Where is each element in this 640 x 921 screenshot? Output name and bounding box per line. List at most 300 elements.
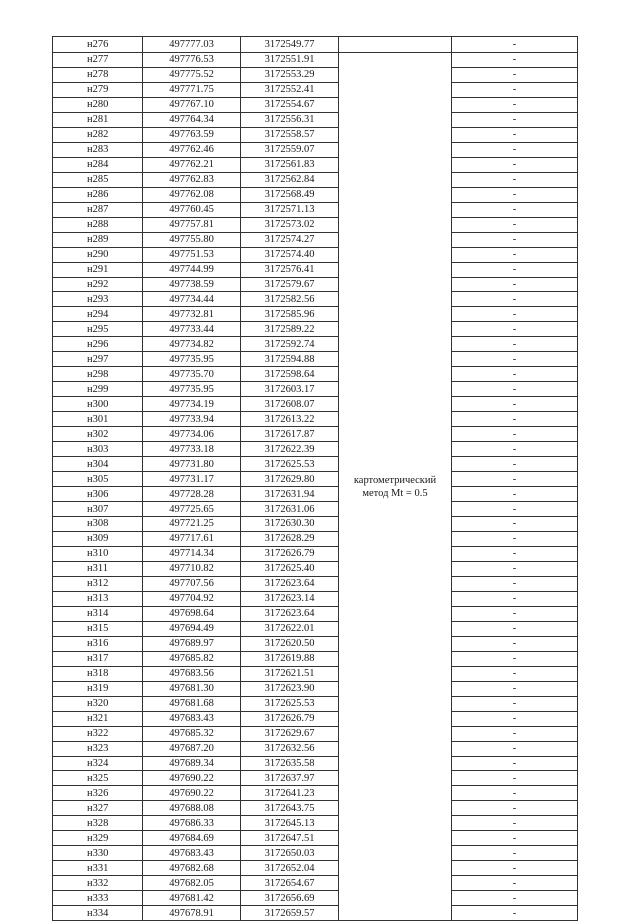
x-coordinate-cell: 497757.81 (143, 217, 241, 232)
empty-dash-cell: - (452, 172, 578, 187)
table-row (53, 591, 578, 606)
point-id-cell: н309 (53, 531, 143, 546)
empty-dash-cell: - (452, 606, 578, 621)
point-id-cell: н282 (53, 127, 143, 142)
x-coordinate-cell: 497721.25 (143, 517, 241, 532)
table-row (53, 846, 578, 861)
x-coordinate-cell: 497704.92 (143, 591, 241, 606)
empty-dash-cell: - (452, 262, 578, 277)
empty-dash-cell: - (452, 651, 578, 666)
table-row (53, 67, 578, 82)
point-id-cell: н322 (53, 726, 143, 741)
y-coordinate-cell: 3172571.13 (241, 202, 339, 217)
empty-dash-cell: - (452, 621, 578, 636)
y-coordinate-cell: 3172585.96 (241, 307, 339, 322)
x-coordinate-cell: 497686.33 (143, 816, 241, 831)
x-coordinate-cell: 497734.19 (143, 397, 241, 412)
empty-dash-cell: - (452, 352, 578, 367)
empty-dash-cell: - (452, 681, 578, 696)
y-coordinate-cell: 3172568.49 (241, 187, 339, 202)
empty-dash-cell: - (452, 487, 578, 502)
y-coordinate-cell: 3172549.77 (241, 37, 339, 53)
table-row (53, 561, 578, 576)
table-row (53, 816, 578, 831)
table-row (53, 621, 578, 636)
table-row (53, 82, 578, 97)
point-id-cell: н302 (53, 427, 143, 442)
x-coordinate-cell: 497733.18 (143, 442, 241, 457)
point-id-cell: н329 (53, 831, 143, 846)
table-row (53, 97, 578, 112)
y-coordinate-cell: 3172650.03 (241, 846, 339, 861)
empty-dash-cell: - (452, 397, 578, 412)
table-row (53, 52, 578, 67)
x-coordinate-cell: 497683.43 (143, 846, 241, 861)
empty-dash-cell: - (452, 801, 578, 816)
table-row (53, 711, 578, 726)
coordinates-table-body (53, 37, 578, 921)
x-coordinate-cell: 497775.52 (143, 67, 241, 82)
coordinates-table (52, 36, 578, 921)
x-coordinate-cell: 497763.59 (143, 127, 241, 142)
y-coordinate-cell: 3172621.51 (241, 666, 339, 681)
y-coordinate-cell: 3172623.14 (241, 591, 339, 606)
point-id-cell: н328 (53, 816, 143, 831)
empty-dash-cell: - (452, 247, 578, 262)
empty-dash-cell: - (452, 517, 578, 532)
table-row (53, 801, 578, 816)
x-coordinate-cell: 497744.99 (143, 262, 241, 277)
x-coordinate-cell: 497731.80 (143, 457, 241, 472)
empty-dash-cell: - (452, 546, 578, 561)
point-id-cell: н284 (53, 157, 143, 172)
empty-dash-cell: - (452, 97, 578, 112)
table-row (53, 217, 578, 232)
table-row (53, 831, 578, 846)
point-id-cell: н304 (53, 457, 143, 472)
empty-dash-cell: - (452, 531, 578, 546)
table-row (53, 531, 578, 546)
point-id-cell: н303 (53, 442, 143, 457)
empty-dash-cell: - (452, 861, 578, 876)
point-id-cell: н285 (53, 172, 143, 187)
y-coordinate-cell: 3172562.84 (241, 172, 339, 187)
point-id-cell: н324 (53, 756, 143, 771)
point-id-cell: н278 (53, 67, 143, 82)
y-coordinate-cell: 3172635.58 (241, 756, 339, 771)
x-coordinate-cell: 497735.95 (143, 352, 241, 367)
method-note-line-2: метод Mt = 0.5 (362, 487, 428, 499)
y-coordinate-cell: 3172641.23 (241, 786, 339, 801)
x-coordinate-cell: 497767.10 (143, 97, 241, 112)
empty-dash-cell: - (452, 292, 578, 307)
table-row (53, 756, 578, 771)
empty-dash-cell: - (452, 412, 578, 427)
y-coordinate-cell: 3172574.27 (241, 232, 339, 247)
y-coordinate-cell: 3172573.02 (241, 217, 339, 232)
point-id-cell: н316 (53, 636, 143, 651)
table-row (53, 157, 578, 172)
x-coordinate-cell: 497764.34 (143, 112, 241, 127)
y-coordinate-cell: 3172625.40 (241, 561, 339, 576)
point-id-cell: н319 (53, 681, 143, 696)
x-coordinate-cell: 497771.75 (143, 82, 241, 97)
empty-dash-cell: - (452, 427, 578, 442)
x-coordinate-cell: 497710.82 (143, 561, 241, 576)
table-row (53, 666, 578, 681)
x-coordinate-cell: 497690.22 (143, 786, 241, 801)
x-coordinate-cell: 497682.68 (143, 861, 241, 876)
point-id-cell: н323 (53, 741, 143, 756)
point-id-cell: н300 (53, 397, 143, 412)
empty-dash-cell: - (452, 561, 578, 576)
empty-dash-cell: - (452, 786, 578, 801)
point-id-cell: н291 (53, 262, 143, 277)
table-row (53, 352, 578, 367)
empty-dash-cell: - (452, 367, 578, 382)
table-row (53, 172, 578, 187)
point-id-cell: н310 (53, 546, 143, 561)
empty-dash-cell: - (452, 337, 578, 352)
x-coordinate-cell: 497762.21 (143, 157, 241, 172)
empty-dash-cell: - (452, 232, 578, 247)
x-coordinate-cell: 497689.34 (143, 756, 241, 771)
table-row (53, 546, 578, 561)
table-row (53, 397, 578, 412)
point-id-cell: н286 (53, 187, 143, 202)
x-coordinate-cell: 497681.42 (143, 891, 241, 906)
point-id-cell: н305 (53, 472, 143, 487)
point-id-cell: н325 (53, 771, 143, 786)
point-id-cell: н333 (53, 891, 143, 906)
empty-dash-cell: - (452, 112, 578, 127)
y-coordinate-cell: 3172626.79 (241, 546, 339, 561)
point-id-cell: н295 (53, 322, 143, 337)
method-cell (339, 37, 452, 53)
x-coordinate-cell: 497733.94 (143, 412, 241, 427)
empty-dash-cell: - (452, 906, 578, 921)
y-coordinate-cell: 3172623.64 (241, 576, 339, 591)
x-coordinate-cell: 497687.20 (143, 741, 241, 756)
y-coordinate-cell: 3172579.67 (241, 277, 339, 292)
y-coordinate-cell: 3172623.64 (241, 606, 339, 621)
x-coordinate-cell: 497734.82 (143, 337, 241, 352)
table-row (53, 427, 578, 442)
table-row (53, 277, 578, 292)
table-row (53, 127, 578, 142)
y-coordinate-cell: 3172647.51 (241, 831, 339, 846)
y-coordinate-cell: 3172553.29 (241, 67, 339, 82)
empty-dash-cell: - (452, 591, 578, 606)
empty-dash-cell: - (452, 37, 578, 53)
point-id-cell: н330 (53, 846, 143, 861)
y-coordinate-cell: 3172576.41 (241, 262, 339, 277)
table-row (53, 412, 578, 427)
table-row (53, 187, 578, 202)
point-id-cell: н287 (53, 202, 143, 217)
point-id-cell: н289 (53, 232, 143, 247)
x-coordinate-cell: 497734.44 (143, 292, 241, 307)
table-row (53, 681, 578, 696)
point-id-cell: н313 (53, 591, 143, 606)
point-id-cell: н293 (53, 292, 143, 307)
empty-dash-cell: - (452, 457, 578, 472)
x-coordinate-cell: 497688.08 (143, 801, 241, 816)
point-id-cell: н298 (53, 367, 143, 382)
y-coordinate-cell: 3172574.40 (241, 247, 339, 262)
point-id-cell: н321 (53, 711, 143, 726)
y-coordinate-cell: 3172608.07 (241, 397, 339, 412)
x-coordinate-cell: 497735.70 (143, 367, 241, 382)
x-coordinate-cell: 497707.56 (143, 576, 241, 591)
y-coordinate-cell: 3172637.97 (241, 771, 339, 786)
point-id-cell: н280 (53, 97, 143, 112)
y-coordinate-cell: 3172625.53 (241, 457, 339, 472)
point-id-cell: н327 (53, 801, 143, 816)
empty-dash-cell: - (452, 127, 578, 142)
empty-dash-cell: - (452, 157, 578, 172)
empty-dash-cell: - (452, 52, 578, 67)
x-coordinate-cell: 497678.91 (143, 906, 241, 921)
x-coordinate-cell: 497725.65 (143, 502, 241, 517)
x-coordinate-cell: 497734.06 (143, 427, 241, 442)
y-coordinate-cell: 3172632.56 (241, 741, 339, 756)
x-coordinate-cell: 497683.43 (143, 711, 241, 726)
y-coordinate-cell: 3172625.53 (241, 696, 339, 711)
empty-dash-cell: - (452, 636, 578, 651)
point-id-cell: н299 (53, 382, 143, 397)
empty-dash-cell: - (452, 202, 578, 217)
point-id-cell: н314 (53, 606, 143, 621)
y-coordinate-cell: 3172630.30 (241, 517, 339, 532)
y-coordinate-cell: 3172652.04 (241, 861, 339, 876)
y-coordinate-cell: 3172619.88 (241, 651, 339, 666)
x-coordinate-cell: 497735.95 (143, 382, 241, 397)
point-id-cell: н307 (53, 502, 143, 517)
empty-dash-cell: - (452, 382, 578, 397)
y-coordinate-cell: 3172629.80 (241, 472, 339, 487)
y-coordinate-cell: 3172656.69 (241, 891, 339, 906)
y-coordinate-cell: 3172631.94 (241, 487, 339, 502)
table-row (53, 876, 578, 891)
point-id-cell: н288 (53, 217, 143, 232)
table-row (53, 651, 578, 666)
table-row (53, 112, 578, 127)
point-id-cell: н306 (53, 487, 143, 502)
x-coordinate-cell: 497694.49 (143, 621, 241, 636)
empty-dash-cell: - (452, 187, 578, 202)
point-id-cell: н332 (53, 876, 143, 891)
x-coordinate-cell: 497717.61 (143, 531, 241, 546)
table-row (53, 262, 578, 277)
y-coordinate-cell: 3172554.67 (241, 97, 339, 112)
empty-dash-cell: - (452, 756, 578, 771)
table-row (53, 292, 578, 307)
table-row (53, 606, 578, 621)
empty-dash-cell: - (452, 277, 578, 292)
point-id-cell: н315 (53, 621, 143, 636)
y-coordinate-cell: 3172592.74 (241, 337, 339, 352)
point-id-cell: н334 (53, 906, 143, 921)
empty-dash-cell: - (452, 696, 578, 711)
x-coordinate-cell: 497776.53 (143, 52, 241, 67)
empty-dash-cell: - (452, 67, 578, 82)
table-row (53, 472, 578, 487)
x-coordinate-cell: 497689.97 (143, 636, 241, 651)
x-coordinate-cell: 497751.53 (143, 247, 241, 262)
empty-dash-cell: - (452, 711, 578, 726)
point-id-cell: н294 (53, 307, 143, 322)
empty-dash-cell: - (452, 442, 578, 457)
empty-dash-cell: - (452, 846, 578, 861)
empty-dash-cell: - (452, 771, 578, 786)
x-coordinate-cell: 497762.08 (143, 187, 241, 202)
y-coordinate-cell: 3172598.64 (241, 367, 339, 382)
table-row (53, 442, 578, 457)
x-coordinate-cell: 497733.44 (143, 322, 241, 337)
point-id-cell: н320 (53, 696, 143, 711)
x-coordinate-cell: 497762.46 (143, 142, 241, 157)
empty-dash-cell: - (452, 891, 578, 906)
y-coordinate-cell: 3172626.79 (241, 711, 339, 726)
y-coordinate-cell: 3172620.50 (241, 636, 339, 651)
y-coordinate-cell: 3172654.67 (241, 876, 339, 891)
method-note-line-1: картометрический (353, 474, 437, 486)
x-coordinate-cell: 497762.83 (143, 172, 241, 187)
table-row (53, 367, 578, 382)
x-coordinate-cell: 497684.69 (143, 831, 241, 846)
x-coordinate-cell: 497732.81 (143, 307, 241, 322)
point-id-cell: н318 (53, 666, 143, 681)
y-coordinate-cell: 3172622.39 (241, 442, 339, 457)
x-coordinate-cell: 497681.30 (143, 681, 241, 696)
table-row (53, 382, 578, 397)
table-row (53, 726, 578, 741)
y-coordinate-cell: 3172582.56 (241, 292, 339, 307)
point-id-cell: н311 (53, 561, 143, 576)
y-coordinate-cell: 3172558.57 (241, 127, 339, 142)
point-id-cell: н296 (53, 337, 143, 352)
point-id-cell: н279 (53, 82, 143, 97)
y-coordinate-cell: 3172645.13 (241, 816, 339, 831)
table-row (53, 517, 578, 532)
empty-dash-cell: - (452, 876, 578, 891)
empty-dash-cell: - (452, 502, 578, 517)
table-row (53, 906, 578, 921)
table-row (53, 142, 578, 157)
point-id-cell: н331 (53, 861, 143, 876)
y-coordinate-cell: 3172613.22 (241, 412, 339, 427)
table-row (53, 861, 578, 876)
x-coordinate-cell: 497777.03 (143, 37, 241, 53)
table-row (53, 786, 578, 801)
table-row (53, 232, 578, 247)
x-coordinate-cell: 497760.45 (143, 202, 241, 217)
table-row (53, 576, 578, 591)
x-coordinate-cell: 497731.17 (143, 472, 241, 487)
empty-dash-cell: - (452, 726, 578, 741)
point-id-cell: н301 (53, 412, 143, 427)
empty-dash-cell: - (452, 217, 578, 232)
empty-dash-cell: - (452, 307, 578, 322)
empty-dash-cell: - (452, 831, 578, 846)
table-row (53, 696, 578, 711)
empty-dash-cell: - (452, 82, 578, 97)
y-coordinate-cell: 3172589.22 (241, 322, 339, 337)
table-row (53, 636, 578, 651)
y-coordinate-cell: 3172629.67 (241, 726, 339, 741)
point-id-cell: н281 (53, 112, 143, 127)
x-coordinate-cell: 497683.56 (143, 666, 241, 681)
table-row (53, 247, 578, 262)
x-coordinate-cell: 497728.28 (143, 487, 241, 502)
point-id-cell: н317 (53, 651, 143, 666)
y-coordinate-cell: 3172631.06 (241, 502, 339, 517)
point-id-cell: н308 (53, 517, 143, 532)
point-id-cell: н277 (53, 52, 143, 67)
y-coordinate-cell: 3172594.88 (241, 352, 339, 367)
x-coordinate-cell: 497681.68 (143, 696, 241, 711)
table-row (53, 322, 578, 337)
empty-dash-cell: - (452, 741, 578, 756)
point-id-cell: н312 (53, 576, 143, 591)
table-row (53, 502, 578, 517)
x-coordinate-cell: 497698.64 (143, 606, 241, 621)
y-coordinate-cell: 3172623.90 (241, 681, 339, 696)
table-row (53, 337, 578, 352)
y-coordinate-cell: 3172617.87 (241, 427, 339, 442)
y-coordinate-cell: 3172643.75 (241, 801, 339, 816)
y-coordinate-cell: 3172552.41 (241, 82, 339, 97)
y-coordinate-cell: 3172628.29 (241, 531, 339, 546)
y-coordinate-cell: 3172551.91 (241, 52, 339, 67)
y-coordinate-cell: 3172561.83 (241, 157, 339, 172)
empty-dash-cell: - (452, 472, 578, 487)
point-id-cell: н297 (53, 352, 143, 367)
point-id-cell: н292 (53, 277, 143, 292)
table-row (53, 307, 578, 322)
x-coordinate-cell: 497690.22 (143, 771, 241, 786)
x-coordinate-cell: 497682.05 (143, 876, 241, 891)
empty-dash-cell: - (452, 322, 578, 337)
x-coordinate-cell: 497755.80 (143, 232, 241, 247)
method-note-cell (339, 52, 452, 920)
point-id-cell: н276 (53, 37, 143, 53)
point-id-cell: н283 (53, 142, 143, 157)
y-coordinate-cell: 3172659.57 (241, 906, 339, 921)
x-coordinate-cell: 497685.32 (143, 726, 241, 741)
empty-dash-cell: - (452, 816, 578, 831)
table-row (53, 891, 578, 906)
table-row (53, 487, 578, 502)
empty-dash-cell: - (452, 666, 578, 681)
x-coordinate-cell: 497738.59 (143, 277, 241, 292)
x-coordinate-cell: 497685.82 (143, 651, 241, 666)
point-id-cell: н326 (53, 786, 143, 801)
table-row (53, 741, 578, 756)
table-row (53, 457, 578, 472)
empty-dash-cell: - (452, 576, 578, 591)
table-row (53, 202, 578, 217)
point-id-cell: н290 (53, 247, 143, 262)
y-coordinate-cell: 3172622.01 (241, 621, 339, 636)
y-coordinate-cell: 3172603.17 (241, 382, 339, 397)
table-row (53, 37, 578, 53)
y-coordinate-cell: 3172556.31 (241, 112, 339, 127)
table-row (53, 771, 578, 786)
y-coordinate-cell: 3172559.07 (241, 142, 339, 157)
x-coordinate-cell: 497714.34 (143, 546, 241, 561)
